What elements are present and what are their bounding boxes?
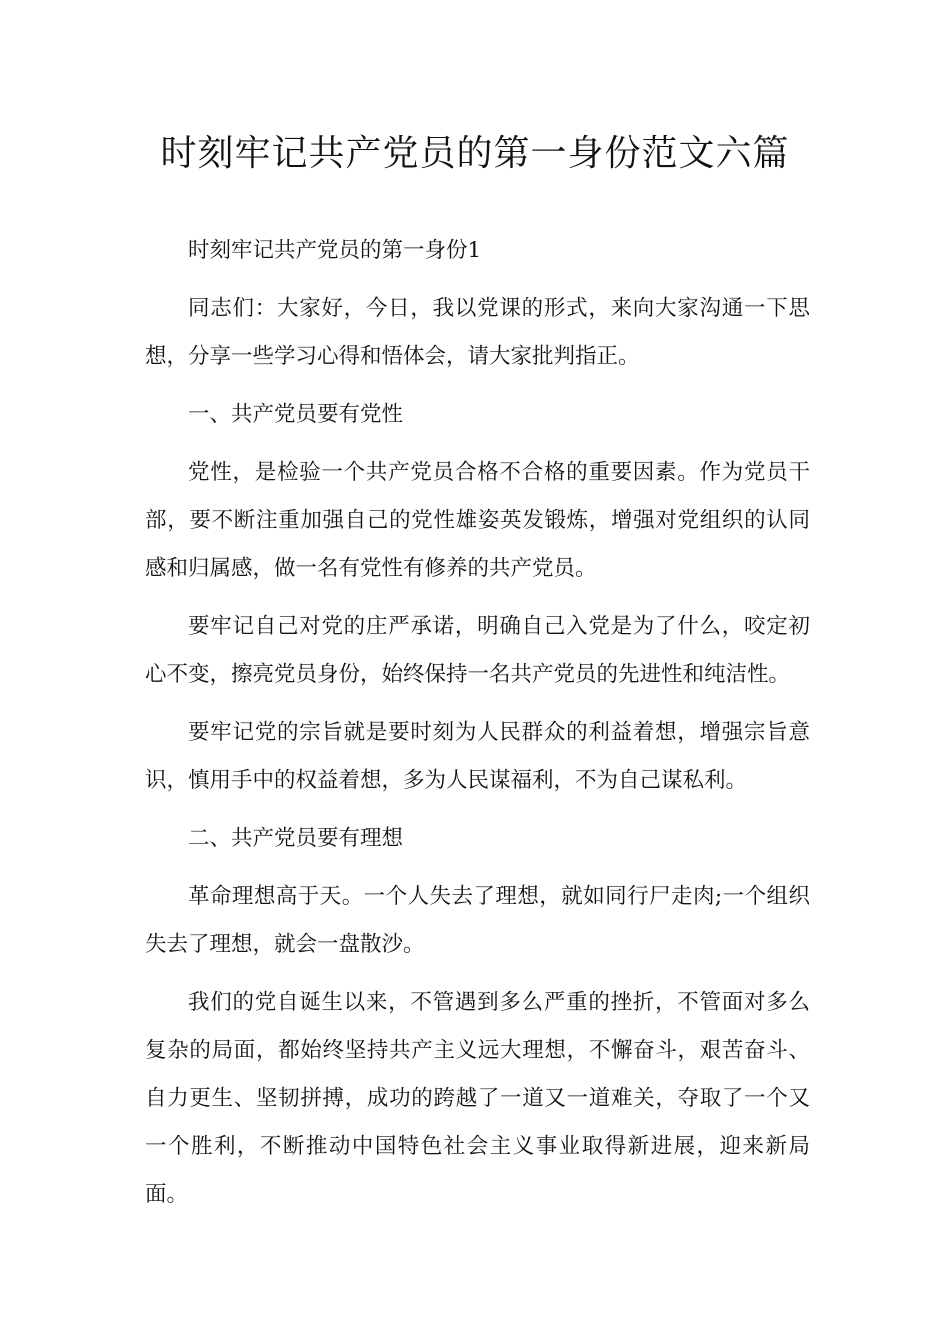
paragraph-party-spirit-2: 要牢记自己对党的庄严承诺，明确自己入党是为了什么，咬定初心不变，擦亮党员身份，始终保持一名共产党员的先进性和纯洁性。	[145, 614, 810, 687]
section-title: 时刻牢记共产党员的第一身份1	[188, 238, 482, 263]
document-title: 时刻牢记共产党员的第一身份范文六篇	[160, 133, 790, 174]
intro-paragraph: 同志们：大家好，今日，我以党课的形式，来向大家沟通一下思想，分享一些学习心得和悟体会，请大家批判指正。	[145, 296, 810, 369]
paragraph-ideals-2: 我们的党自诞生以来，不管遇到多么严重的挫折，不管面对多么复杂的局面，都始终坚持共产主义远大理想，不懈奋斗，艰苦奋斗、自力更生、坚韧拼搏，成功的跨越了一道又一道难关，夺取了一个又一个胜利，不断推动中国特色社会主义事业取得新进展，迎来新局面。	[145, 990, 810, 1207]
heading-ideals: 二、共产党员要有理想	[188, 826, 404, 851]
paragraph-party-spirit-3: 要牢记党的宗旨就是要时刻为人民群众的利益着想，增强宗旨意识，慎用手中的权益着想，多为人民谋福利，不为自己谋私利。	[145, 720, 810, 793]
document-body	[145, 227, 810, 1229]
heading-party-spirit: 一、共产党员要有党性	[188, 402, 404, 427]
paragraph-party-spirit-1: 党性，是检验一个共产党员合格不合格的重要因素。作为党员干部，要不断注重加强自己的党性雄姿英发锻炼，增强对党组织的认同感和归属感，做一名有党性有修养的共产党员。	[145, 460, 810, 581]
paragraph-ideals-1: 革命理想高于天。一个人失去了理想，就如同行尸走肉;一个组织失去了理想，就会一盘散沙。	[145, 884, 810, 957]
